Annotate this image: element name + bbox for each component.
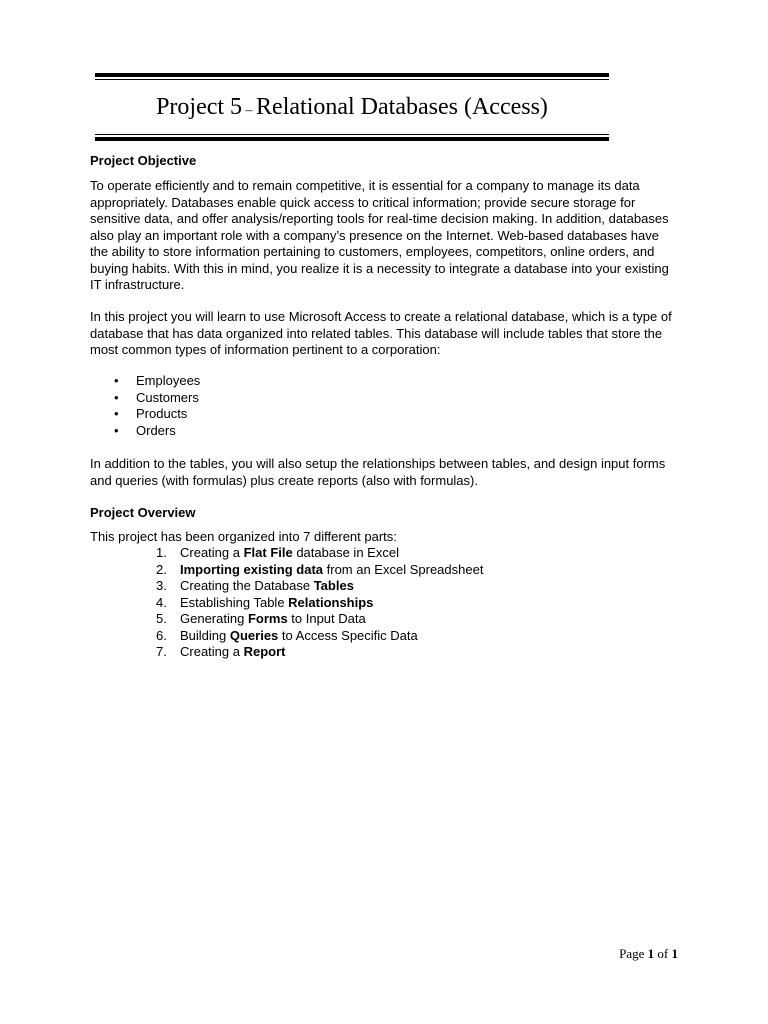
list-item: 7. Creating a Report	[156, 644, 286, 659]
list-item: 5. Generating Forms to Input Data	[156, 611, 366, 626]
title-dash: –	[242, 103, 257, 118]
objective-paragraph-3: In addition to the tables, you will also setup the relationships between tables, and design input forms and queries (with formulas) plus create reports (also with formulas).	[90, 456, 666, 488]
bullet-icon: •	[114, 373, 119, 388]
project-parts-list	[156, 545, 483, 661]
list-item: • Employees	[114, 373, 201, 388]
bullet-icon: •	[114, 422, 119, 438]
title-bottom-rule	[95, 134, 609, 141]
title-prefix: Project 5	[156, 94, 243, 120]
overview-heading: Project Overview	[90, 505, 196, 520]
objective-paragraph-1: To operate efficiently and to remain competitive, it is essential for a company to manage its data appropriately. Databases enable quick access to critical information; provide secure storage for sensitive data, and offer analysis/reporting tools for real-time decision making. In addition, databases also play an important role with a company’s presence on the Internet. Web-based databases have the ability to store information pertaining to customers, employees, competitors, online orders, and buying habits. With this in mind, you realize it is a necessity to integrate a database into your existing IT infrastructure.	[90, 178, 669, 292]
bullet-icon: •	[114, 406, 119, 421]
list-item: 2. Importing existing data from an Excel Spreadsheet	[156, 561, 484, 577]
list-item: • Products	[114, 406, 188, 421]
list-item: • Orders	[114, 422, 176, 438]
list-item: 6. Building Queries to Access Specific Data	[156, 627, 418, 643]
list-item: 4. Establishing Table Relationships	[156, 594, 374, 610]
list-item: • Customers	[114, 389, 199, 405]
title-top-rule	[95, 73, 609, 80]
list-item: 1. Creating a Flat File database in Excel	[156, 545, 399, 560]
objective-heading: Project Objective	[90, 153, 197, 168]
list-item: 3. Creating the Database Tables	[156, 578, 354, 593]
page-number-footer: Page 1 of 1	[619, 946, 678, 961]
document-title	[95, 91, 609, 127]
objective-paragraph-2: In this project you will learn to use Microsoft Access to create a relational database, which is a type of database that has data organized into related tables. This database will include tables that store the most common types of information pertinent to a corporation:	[90, 309, 672, 357]
title-suffix: Relational Databases (Access)	[256, 94, 548, 120]
table-bullet-list	[90, 373, 200, 439]
bullet-icon: •	[114, 389, 119, 405]
overview-intro: This project has been organized into 7 different parts:	[90, 529, 397, 544]
